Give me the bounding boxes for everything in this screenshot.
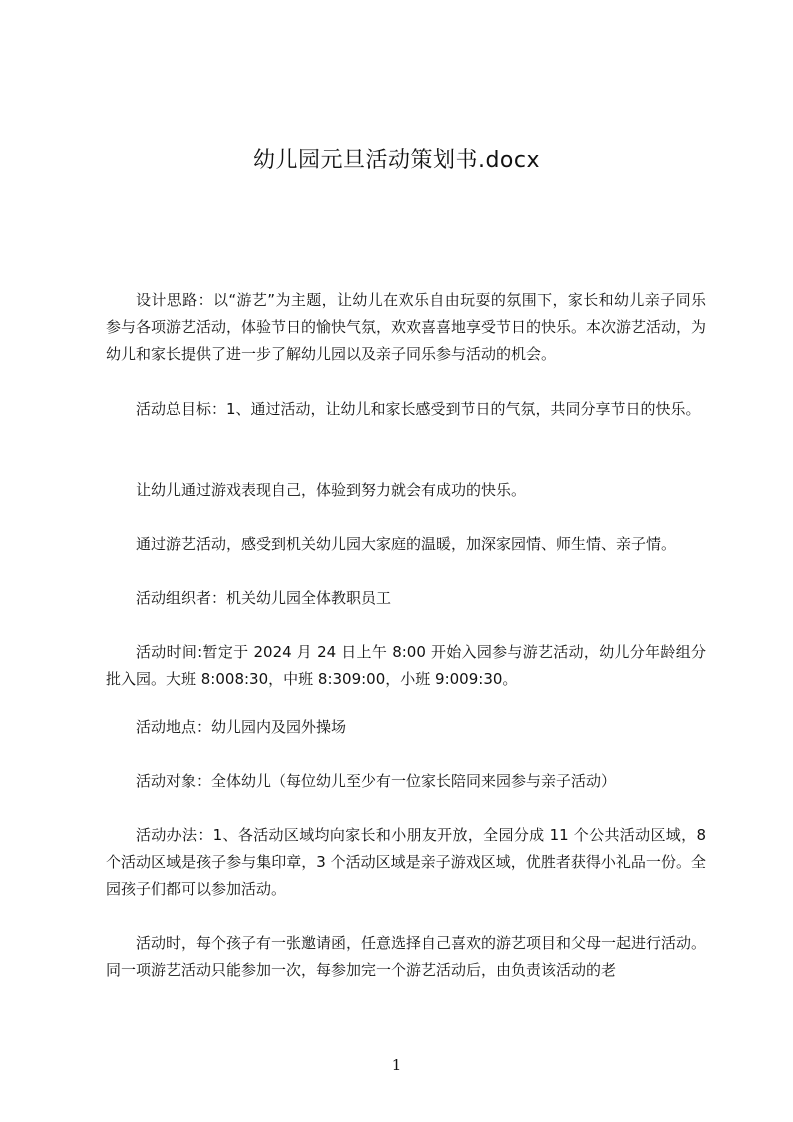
paragraph-audience: 活动对象：全体幼儿（每位幼儿至少有一位家长陪同来园参与亲子活动） bbox=[136, 772, 617, 790]
paragraph-method: 活动办法：1、各活动区域均向家长和小朋友开放，全园分成 11 个公共活动区域，8 个活动区域是孩子参与集印章，3 个活动区域是亲子游戏区域，优胜者获得小礼品一份。全园孩子们都可以参加活动。 bbox=[106, 826, 706, 898]
paragraph-organizer: 活动组织者：机关幼儿园全体教职员工 bbox=[136, 589, 392, 607]
page-number: 1 bbox=[391, 1056, 402, 1074]
paragraph-time: 活动时间:暂定于 2024 月 24 日上午 8:00 开始入园参与游艺活动，幼儿分年龄组分批入园。大班 8:008:30，中班 8:309:00，小班 9:009:30。 bbox=[106, 643, 706, 688]
paragraph-design-idea: 设计思路：以“游艺”为主题，让幼儿在欢乐自由玩耍的氛围下，家长和幼儿亲子同乐参与各项游艺活动，体验节日的愉快气氛，欢欢喜喜地享受节日的快乐。本次游艺活动，为幼儿和家长提供了进一步了解幼儿园以及亲子同乐参与活动的机会。 bbox=[106, 291, 707, 363]
document-title: 幼儿园元旦活动策划书.docx bbox=[252, 148, 541, 173]
paragraph-goal-2: 让幼儿通过游戏表现自己，体验到努力就会有成功的快乐。 bbox=[136, 481, 527, 499]
paragraph-location: 活动地点：幼儿园内及园外操场 bbox=[136, 718, 347, 736]
paragraph-activity-rules: 活动时，每个孩子有一张邀请函，任意选择自己喜欢的游艺项目和父母一起进行活动。同一项游艺活动只能参加一次，每参加完一个游艺活动后，由负责该活动的老 bbox=[106, 934, 707, 979]
paragraph-goal-3: 通过游艺活动，感受到机关幼儿园大家庭的温暖，加深家园情、师生情、亲子情。 bbox=[136, 535, 677, 553]
paragraph-overall-goal: 活动总目标：1、通过活动，让幼儿和家长感受到节日的气氛，共同分享节日的快乐。 bbox=[136, 400, 701, 418]
